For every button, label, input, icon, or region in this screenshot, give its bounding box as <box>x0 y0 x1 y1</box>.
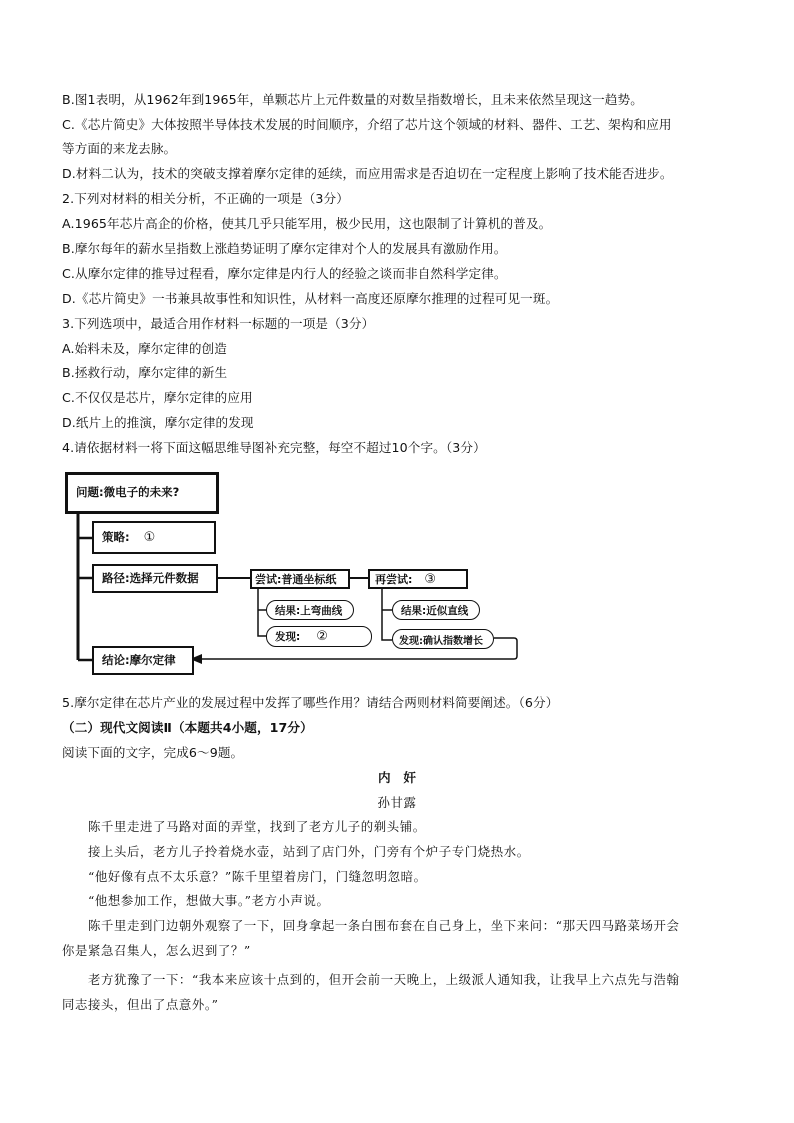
q5-stem: 5.摩尔定律在芯片产业的发展过程中发挥了哪些作用？请结合两则材料简要阐述。（6分） <box>62 695 559 710</box>
mindmap-strategy-label: 策略: <box>102 529 130 544</box>
story-paragraph-4: “他想参加工作，想做大事。”老方小声说。 <box>88 893 330 908</box>
story-paragraph-5-line1: 陈千里走到门边朝外观察了一下，回身拿起一条白围布套在自己身上，坐下来问：“那天四马路菜场开会 <box>88 918 680 933</box>
q3-stem: 3.下列选项中，最适合用作材料一标题的一项是（3分） <box>62 316 375 331</box>
q2-stem: 2.下列对材料的相关分析，不正确的一项是（3分） <box>62 191 349 206</box>
story-paragraph-6-line1: 老方犹豫了一下：“我本来应该十点到的，但开会前一天晚上，上级派人通知我，让我早上六点先与浩翰 <box>88 972 680 987</box>
mindmap-retry-box <box>368 569 468 589</box>
mindmap-discover-1-label: 发现: <box>275 631 301 643</box>
q2-option-b: B.摩尔每年的薪水呈指数上涨趋势证明了摩尔定律对个人的发展具有激励作用。 <box>62 241 507 256</box>
q3-option-c: C.不仅仅是芯片，摩尔定律的应用 <box>62 390 253 405</box>
mindmap-discover-1 <box>266 626 372 647</box>
mindmap-question: 问题:微电子的未来? <box>76 485 180 500</box>
q1-option-d: D.材料二认为，技术的突破支撑着摩尔定律的延续，而应用需求是否迫切在一定程度上影响了技术能否进步。 <box>62 166 673 181</box>
q3-option-b: B.拯救行动，摩尔定律的新生 <box>62 365 228 380</box>
q3-option-d: D.纸片上的推演，摩尔定律的发现 <box>62 415 254 430</box>
mindmap-conclusion-box <box>92 646 194 675</box>
story-paragraph-2: 接上头后，老方儿子拎着烧水壶，站到了店门外，门旁有个炉子专门烧热水。 <box>88 844 530 859</box>
mindmap-blank-1: ① <box>143 530 156 545</box>
mindmap-result-2 <box>392 600 480 620</box>
mindmap-blank-3: ③ <box>424 571 437 587</box>
story-author: 孙甘露 <box>377 795 417 810</box>
mindmap-result-1-text: 结果:上弯曲线 <box>275 604 343 617</box>
story-title: 内 奸 <box>377 770 417 785</box>
retry-children-line <box>382 588 392 640</box>
try-children-line <box>258 588 266 636</box>
q1-option-c-line2: 等方面的来龙去脉。 <box>62 141 177 156</box>
mindmap-discover-2 <box>392 629 494 649</box>
mindmap-path: 路径:选择元件数据 <box>102 570 199 585</box>
q2-option-a: A.1965年芯片高企的价格，使其几乎只能军用，极少民用，这也限制了计算机的普及。 <box>62 216 552 231</box>
mindmap-strategy-box <box>92 521 216 554</box>
mindmap-result-1 <box>266 600 354 620</box>
mindmap-result-2-text: 结果:近似直线 <box>401 604 469 617</box>
mindmap-try-box <box>250 569 350 589</box>
section-2-heading: （二）现代文阅读Ⅱ（本题共4小题，17分） <box>62 720 313 735</box>
q1-option-b: B.图1表明，从1962年到1965年，单颗芯片上元件数量的对数呈指数增长，且未来依然呈现这一趋势。 <box>62 92 643 107</box>
story-paragraph-6-line2: 同志接头，但出了点意外。” <box>62 997 219 1012</box>
q2-option-d: D.《芯片简史》一书兼具故事性和知识性，从材料一高度还原摩尔推理的过程可见一斑。 <box>62 291 559 306</box>
mindmap-question-box <box>65 472 219 514</box>
section-2-instruction: 阅读下面的文字，完成6～9题。 <box>62 745 244 760</box>
mindmap-try: 尝试:普通坐标纸 <box>255 572 337 586</box>
story-paragraph-3: “他好像有点不太乐意？”陈千里望着房门，门缝忽明忽暗。 <box>88 869 427 884</box>
q1-option-c-line1: C.《芯片简史》大体按照半导体技术发展的时间顺序，介绍了芯片这个领域的材料、器件、工艺、架构和应用 <box>62 117 672 132</box>
mindmap-discover-2-text: 发现:确认指数增长 <box>399 635 483 647</box>
q4-stem: 4.请依据材料一将下面这幅思维导图补充完整，每空不超过10个字。（3分） <box>62 440 486 455</box>
story-paragraph-1: 陈千里走进了马路对面的弄堂，找到了老方儿子的剃头铺。 <box>88 819 426 834</box>
story-paragraph-5-line2: 你是紧急召集人，怎么迟到了？” <box>62 943 251 958</box>
mindmap-blank-2: ② <box>316 629 328 644</box>
mindmap-retry-label: 再尝试: <box>375 572 413 586</box>
q3-option-a: A.始料未及，摩尔定律的创造 <box>62 341 227 356</box>
mindmap-conclusion: 结论:摩尔定律 <box>102 652 176 667</box>
mindmap-path-box <box>92 564 218 593</box>
q2-option-c: C.从摩尔定律的推导过程看，摩尔定律是内行人的经验之谈而非自然科学定律。 <box>62 266 507 281</box>
